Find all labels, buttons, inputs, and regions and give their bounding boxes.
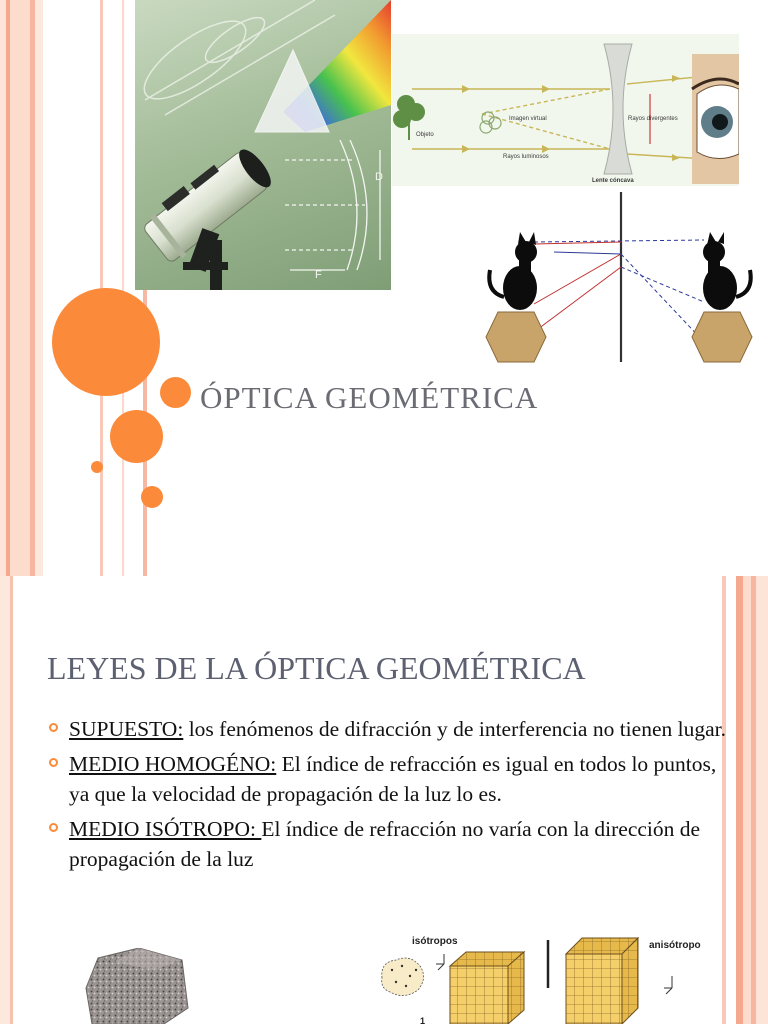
granite-rock-image bbox=[84, 948, 190, 1024]
bullet-item bbox=[48, 814, 738, 874]
left-stripe bbox=[10, 576, 13, 1024]
bullet-term: MEDIO ISÓTROPO: bbox=[69, 817, 262, 841]
label-anisotropo: anisótropo bbox=[649, 940, 701, 951]
bullet-list bbox=[48, 714, 738, 879]
lens-label-imagen: Imagen virtual bbox=[509, 116, 547, 122]
prism-telescope-image bbox=[135, 0, 391, 290]
isotropic-anisotropic-diagram bbox=[376, 932, 716, 1024]
right-stripe bbox=[756, 576, 768, 1024]
bullet-dot-icon bbox=[49, 723, 58, 732]
bullet-text: El índice de refracción es igual en todos lo puntos, ya que la velocidad de propagación de la luz lo es. bbox=[69, 752, 717, 806]
label-f: F bbox=[315, 269, 322, 281]
bullet-item bbox=[48, 749, 738, 809]
left-stripe bbox=[122, 0, 124, 576]
bullet-dot-icon bbox=[49, 758, 58, 767]
label-isotropos: isótropos bbox=[412, 936, 458, 947]
left-stripe bbox=[35, 0, 43, 576]
decorative-circle bbox=[52, 288, 160, 396]
decorative-circle bbox=[110, 410, 163, 463]
lens-label-rayos-lum: Rayos luminosos bbox=[503, 154, 549, 160]
label-d: D bbox=[375, 171, 383, 183]
slide2-title: LEYES DE LA ÓPTICA GEOMÉTRICA bbox=[47, 650, 586, 686]
figure-number: 1 bbox=[420, 1016, 426, 1024]
bullet-term: SUPUESTO: bbox=[69, 717, 184, 741]
bullet-text: los fenómenos de difracción y de interferencia no tienen lugar. bbox=[183, 717, 726, 741]
bullet-term: MEDIO HOMOGÉNO: bbox=[69, 752, 277, 776]
slide1-title: ÓPTICA GEOMÉTRICA bbox=[200, 380, 539, 415]
decorative-circle bbox=[141, 486, 163, 508]
mirror-cats-diagram bbox=[474, 192, 762, 364]
decorative-circle bbox=[160, 377, 191, 408]
bullet-item bbox=[48, 714, 738, 744]
bullet-dot-icon bbox=[49, 823, 58, 832]
lens-label-objeto: Objeto bbox=[416, 132, 434, 138]
slide-2 bbox=[0, 576, 768, 1024]
left-stripe bbox=[0, 576, 10, 1024]
decorative-circle bbox=[91, 461, 103, 473]
concave-lens-diagram bbox=[392, 34, 739, 186]
bullet-text: El índice de refracción no varía con la dirección de propagación de la luz bbox=[69, 817, 701, 871]
lens-label-lente: Lente cóncava bbox=[592, 178, 634, 184]
right-stripe bbox=[743, 576, 751, 1024]
left-stripe bbox=[10, 0, 30, 576]
lens-label-rayos-div: Rayos divergentes bbox=[628, 116, 678, 122]
